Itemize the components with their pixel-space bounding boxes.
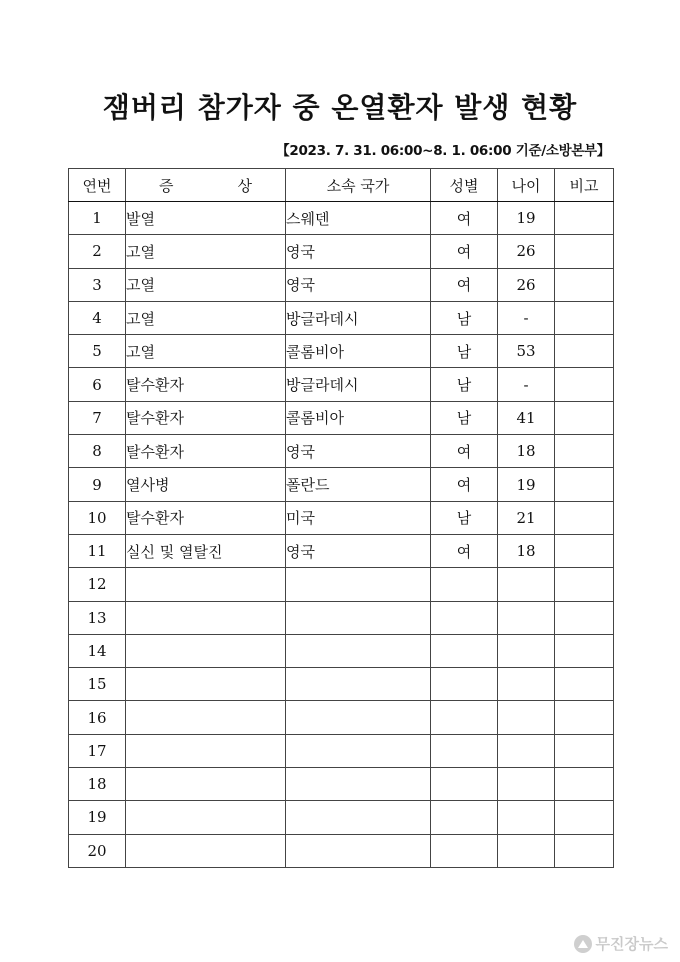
cell-note: [555, 534, 614, 567]
cell-country: [286, 568, 431, 601]
table-row: [69, 468, 614, 501]
cell-country: [286, 768, 431, 801]
cell-no: 8: [69, 435, 126, 468]
cell-age: [498, 801, 555, 834]
cell-note: [555, 335, 614, 368]
cell-country: 폴란드: [286, 468, 431, 501]
cell-sex: [431, 668, 498, 701]
cell-age: -: [498, 368, 555, 401]
watermark: [574, 933, 668, 954]
table-row: [69, 368, 614, 401]
table-row: [69, 435, 614, 468]
cell-no: 1: [69, 202, 126, 235]
cell-country: [286, 834, 431, 867]
document-subtitle: 【2023. 7. 31. 06:00~8. 1. 06:00 기준/소방본부】: [276, 143, 610, 159]
cell-symptom: 탈수환자: [126, 368, 286, 401]
table-row: [69, 701, 614, 734]
cell-symptom: 탈수환자: [126, 501, 286, 534]
header-sex: 성별: [431, 169, 498, 202]
table-row: [69, 668, 614, 701]
cell-note: [555, 235, 614, 268]
cell-sex: [431, 768, 498, 801]
cell-note: [555, 834, 614, 867]
cell-no: 18: [69, 768, 126, 801]
cell-age: 19: [498, 468, 555, 501]
cell-note: [555, 401, 614, 434]
cell-country: 콜롬비아: [286, 335, 431, 368]
cell-country: 미국: [286, 501, 431, 534]
cell-no: 14: [69, 634, 126, 667]
cell-note: [555, 268, 614, 301]
cell-no: 3: [69, 268, 126, 301]
cell-age: 53: [498, 335, 555, 368]
cell-note: [555, 202, 614, 235]
cell-sex: [431, 568, 498, 601]
cell-note: [555, 601, 614, 634]
cell-symptom: [126, 701, 286, 734]
cell-sex: [431, 734, 498, 767]
cell-age: [498, 634, 555, 667]
table-body: [69, 202, 614, 868]
cell-sex: [431, 701, 498, 734]
cell-country: 스웨덴: [286, 202, 431, 235]
cell-country: [286, 701, 431, 734]
cell-sex: [431, 634, 498, 667]
cell-symptom: [126, 768, 286, 801]
table-row: [69, 601, 614, 634]
cell-note: [555, 568, 614, 601]
cell-age: [498, 601, 555, 634]
cell-symptom: 고열: [126, 335, 286, 368]
cell-no: 11: [69, 534, 126, 567]
cell-age: [498, 701, 555, 734]
cell-age: 26: [498, 235, 555, 268]
watermark-text: 무진장뉴스: [595, 935, 668, 953]
table-row: [69, 734, 614, 767]
cell-symptom: [126, 834, 286, 867]
cell-age: [498, 734, 555, 767]
cell-sex: 여: [431, 435, 498, 468]
cell-sex: [431, 801, 498, 834]
cell-age: 26: [498, 268, 555, 301]
header-symptom: [126, 169, 286, 202]
cell-country: 방글라데시: [286, 301, 431, 334]
cell-no: 5: [69, 335, 126, 368]
cell-no: 2: [69, 235, 126, 268]
cell-symptom: 발열: [126, 202, 286, 235]
cell-sex: 여: [431, 268, 498, 301]
cell-age: 19: [498, 202, 555, 235]
cell-sex: 남: [431, 335, 498, 368]
cell-sex: [431, 834, 498, 867]
cell-sex: 여: [431, 468, 498, 501]
table-row: [69, 634, 614, 667]
cell-symptom: 고열: [126, 268, 286, 301]
cell-country: [286, 734, 431, 767]
cell-age: [498, 768, 555, 801]
cell-country: [286, 634, 431, 667]
table-row: [69, 501, 614, 534]
cell-symptom: [126, 668, 286, 701]
cell-country: 콜롬비아: [286, 401, 431, 434]
cell-sex: [431, 601, 498, 634]
cell-age: [498, 568, 555, 601]
cell-sex: 남: [431, 368, 498, 401]
cell-country: [286, 668, 431, 701]
patient-table: [68, 168, 614, 868]
cell-age: 18: [498, 534, 555, 567]
cell-note: [555, 468, 614, 501]
cell-no: 9: [69, 468, 126, 501]
cell-age: 18: [498, 435, 555, 468]
cell-no: 13: [69, 601, 126, 634]
cell-no: 7: [69, 401, 126, 434]
table-row: [69, 268, 614, 301]
cell-note: [555, 701, 614, 734]
cell-age: [498, 668, 555, 701]
header-no: 연번: [69, 169, 126, 202]
cell-no: 15: [69, 668, 126, 701]
cell-note: [555, 801, 614, 834]
header-country: 소속 국가: [286, 169, 431, 202]
document-title: 잼버리 참가자 중 온열환자 발생 현황: [102, 91, 578, 124]
cell-symptom: 고열: [126, 235, 286, 268]
cell-symptom: [126, 801, 286, 834]
cell-country: 방글라데시: [286, 368, 431, 401]
cell-note: [555, 668, 614, 701]
cell-symptom: 실신 및 열탈진: [126, 534, 286, 567]
cell-note: [555, 768, 614, 801]
cell-note: [555, 368, 614, 401]
cell-sex: 남: [431, 501, 498, 534]
cell-country: 영국: [286, 268, 431, 301]
table-row: [69, 801, 614, 834]
cell-country: [286, 801, 431, 834]
cell-no: 6: [69, 368, 126, 401]
cell-symptom: 탈수환자: [126, 401, 286, 434]
cell-country: 영국: [286, 235, 431, 268]
cell-symptom: [126, 568, 286, 601]
cell-no: 17: [69, 734, 126, 767]
cell-age: [498, 834, 555, 867]
table-row: [69, 301, 614, 334]
mountain-logo-icon: [574, 935, 592, 953]
cell-note: [555, 734, 614, 767]
cell-symptom: 열사병: [126, 468, 286, 501]
cell-age: 41: [498, 401, 555, 434]
table-header-row: [69, 169, 614, 202]
header-symptom-a: 증: [159, 176, 174, 195]
cell-no: 10: [69, 501, 126, 534]
cell-symptom: [126, 734, 286, 767]
cell-age: 21: [498, 501, 555, 534]
cell-sex: 남: [431, 301, 498, 334]
cell-age: -: [498, 301, 555, 334]
cell-symptom: [126, 601, 286, 634]
header-symptom-b: 상: [237, 176, 252, 195]
cell-note: [555, 501, 614, 534]
table-row: [69, 401, 614, 434]
cell-sex: 여: [431, 202, 498, 235]
cell-no: 12: [69, 568, 126, 601]
cell-country: [286, 601, 431, 634]
cell-country: 영국: [286, 534, 431, 567]
cell-no: 4: [69, 301, 126, 334]
cell-no: 20: [69, 834, 126, 867]
table-row: [69, 534, 614, 567]
cell-note: [555, 435, 614, 468]
cell-note: [555, 634, 614, 667]
cell-symptom: 고열: [126, 301, 286, 334]
table-row: [69, 202, 614, 235]
header-note: 비고: [555, 169, 614, 202]
cell-no: 19: [69, 801, 126, 834]
cell-sex: 여: [431, 534, 498, 567]
table-row: [69, 768, 614, 801]
table-row: [69, 235, 614, 268]
cell-sex: 여: [431, 235, 498, 268]
cell-symptom: [126, 634, 286, 667]
cell-symptom: 탈수환자: [126, 435, 286, 468]
cell-no: 16: [69, 701, 126, 734]
table-row: [69, 834, 614, 867]
table-row: [69, 568, 614, 601]
header-age: 나이: [498, 169, 555, 202]
cell-sex: 남: [431, 401, 498, 434]
table-row: [69, 335, 614, 368]
cell-note: [555, 301, 614, 334]
cell-country: 영국: [286, 435, 431, 468]
